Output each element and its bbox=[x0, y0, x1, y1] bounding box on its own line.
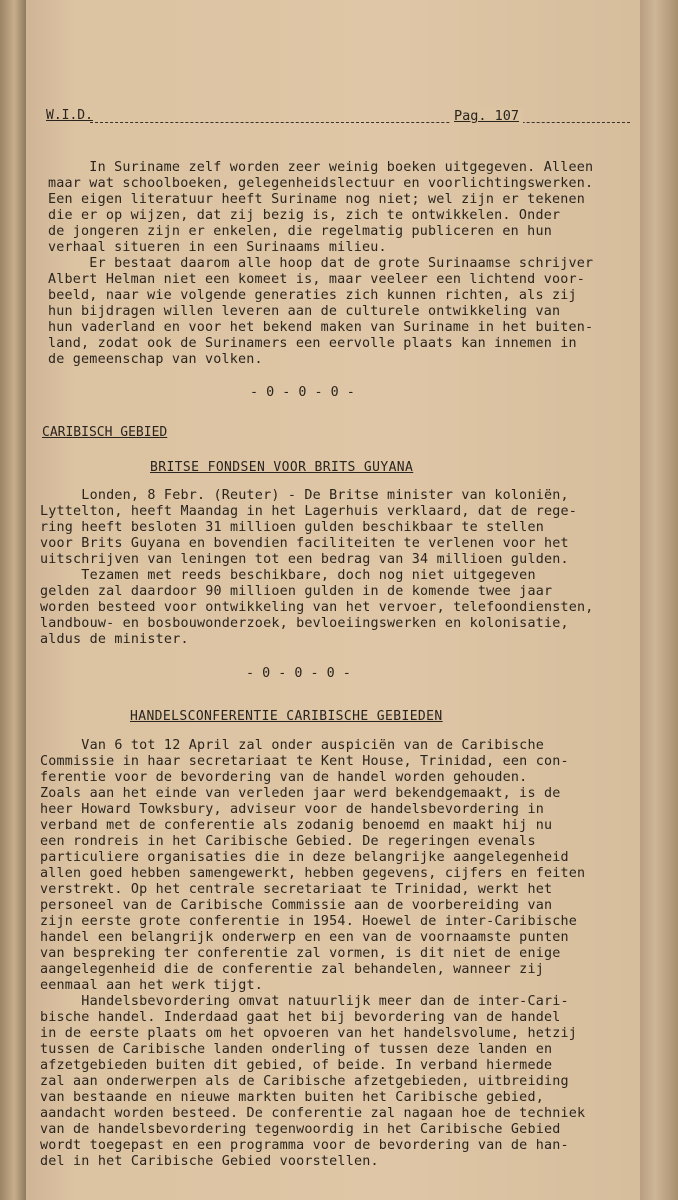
text-line: verhaal situeren in een Surinaams milieu. bbox=[48, 240, 387, 255]
text-line: Zoals aan het einde van verleden jaar werd bekendgemaakt, is de bbox=[40, 786, 561, 801]
text-line: Albert Helman niet een komeet is, maar veeleer een lichtend voor- bbox=[48, 272, 586, 287]
text-line: hun bijdragen willen leveren aan de culturele ontwikkeling van bbox=[48, 304, 561, 319]
text-line: del in het Caribische Gebied voorstellen. bbox=[40, 1154, 379, 1169]
text-line: Commissie in haar secretariaat te Kent House, Trinidad, een con- bbox=[40, 754, 569, 769]
text-line: In Suriname zelf worden zeer weinig boeken uitgegeven. Alleen bbox=[48, 160, 594, 175]
text-line: particuliere organisaties die in deze belangrijke aangelegenheid bbox=[40, 850, 569, 865]
text-line: een rondreis in het Caribische Gebied. De regeringen evenals bbox=[40, 834, 536, 849]
text-line: ring heeft besloten 31 millioen gulden beschikbaar te stellen bbox=[40, 520, 544, 535]
text-line: worden besteed voor ontwikkeling van het vervoer, telefoondiensten, bbox=[40, 600, 594, 615]
text-line: wordt toegepast en een programma voor de bevordering van de han- bbox=[40, 1138, 569, 1153]
document-page bbox=[26, 0, 640, 1200]
section-separator: - 0 - 0 - 0 - bbox=[246, 666, 351, 681]
text-line: bische handel. Inderdaad gaat het bij bevordering van de handel bbox=[40, 1010, 561, 1025]
text-line: zal aan onderwerpen als de Caribische afzetgebieden, uitbreiding bbox=[40, 1074, 569, 1089]
text-line: heer Howard Towksbury, adviseur voor de handelsbevordering in bbox=[40, 802, 544, 817]
text-line: Van 6 tot 12 April zal onder auspiciën van de Caribische bbox=[40, 738, 544, 753]
book-spine bbox=[640, 0, 678, 1200]
text-line: afzetgebieden buiten dit gebied, of beide. In verband hiermede bbox=[40, 1058, 553, 1073]
text-line: van bestaande en nieuwe markten buiten het Caribische gebied, bbox=[40, 1090, 544, 1105]
header-rule bbox=[90, 122, 630, 123]
text-line: handel een belangrijk onderwerp en een van de voornaamste punten bbox=[40, 930, 569, 945]
text-line: tussen de Caribische landen onderling of tussen deze landen en bbox=[40, 1042, 553, 1057]
text-line: in de eerste plaats om het opvoeren van het handelsvolume, hetzij bbox=[40, 1026, 578, 1041]
text-line: zijn eerste grote conferentie in 1954. Hoewel de inter-Caribische bbox=[40, 914, 578, 929]
text-line: Handelsbevordering omvat natuurlijk meer dan de inter-Cari- bbox=[40, 994, 569, 1009]
header-publication: W.I.D. bbox=[46, 108, 93, 123]
text-line: Een eigen literatuur heeft Suriname nog niet; wel zijn er tekenen bbox=[48, 192, 586, 207]
section-heading: CARIBISCH GEBIED bbox=[42, 425, 168, 440]
text-line: verband met de conferentie als zodanig benoemd en maakt hij nu bbox=[40, 818, 553, 833]
text-line: de jongeren zijn er enkelen, die regelmatig publiceren en hun bbox=[48, 224, 552, 239]
text-line: verstrekt. Op het centrale secretariaat te Trinidad, werkt het bbox=[40, 882, 553, 897]
text-line: hun vaderland en voor het bekend maken van Suriname in het buiten- bbox=[48, 320, 594, 335]
text-line: uitschrijven van leningen tot een bedrag van 34 millioen gulden. bbox=[40, 552, 569, 567]
text-line: landbouw- en bosbouwonderzoek, bevloeiingswerken en kolonisatie, bbox=[40, 616, 569, 631]
article-title: BRITSE FONDSEN VOOR BRITS GUYANA bbox=[150, 460, 414, 475]
text-line: Londen, 8 Febr. (Reuter) - De Britse minister van koloniën, bbox=[40, 488, 569, 503]
article-title: HANDELSCONFERENTIE CARIBISCHE GEBIEDEN bbox=[130, 709, 443, 724]
text-line: maar wat schoolboeken, gelegenheidslectuur en voorlichtingswerken. bbox=[48, 176, 594, 191]
text-line: ferentie voor de bevordering van de handel worden gehouden. bbox=[40, 770, 528, 785]
text-line: Tezamen met reeds beschikbare, doch nog niet uitgegeven bbox=[40, 568, 536, 583]
text-line: personeel van de Caribische Commissie aan de voorbereiding van bbox=[40, 898, 553, 913]
text-line: allen goed hebben samengewerkt, hebben gegevens, cijfers en feiten bbox=[40, 866, 586, 881]
text-line: die er op wijzen, dat zij bezig is, zich te ontwikkelen. Onder bbox=[48, 208, 561, 223]
text-line: land, zodat ook de Surinamers een eervolle plaats kan innemen in bbox=[48, 336, 577, 351]
page-number: Pag. 107 bbox=[450, 108, 523, 124]
section-separator: - 0 - 0 - 0 - bbox=[250, 385, 355, 400]
text-line: beeld, naar wie volgende generaties zich kunnen richten, als zij bbox=[48, 288, 577, 303]
text-line: aandacht worden besteed. De conferentie zal nagaan hoe de techniek bbox=[40, 1106, 586, 1121]
text-line: eenmaal aan het werk tijgt. bbox=[40, 978, 264, 993]
text-line: gelden zal daardoor 90 millioen gulden in de komende twee jaar bbox=[40, 584, 553, 599]
text-line: van de handelsbevordering tegenwoordig in het Caribische Gebied bbox=[40, 1122, 561, 1137]
text-line: Lyttelton, heeft Maandag in het Lagerhuis verklaard, dat de rege- bbox=[40, 504, 578, 519]
text-line: Er bestaat daarom alle hoop dat de grote Surinaamse schrijver bbox=[48, 256, 594, 271]
text-line: van bespreking ter conferentie zal vormen, is dit niet de enige bbox=[40, 946, 561, 961]
previous-page-edge bbox=[0, 0, 26, 1200]
text-line: de gemeenschap van volken. bbox=[48, 352, 263, 367]
text-line: voor Brits Guyana en bovendien faciliteiten te verlenen voor het bbox=[40, 536, 569, 551]
text-line: aangelegenheid die de conferentie zal behandelen, wanneer zij bbox=[40, 962, 544, 977]
text-line: aldus de minister. bbox=[40, 632, 189, 647]
